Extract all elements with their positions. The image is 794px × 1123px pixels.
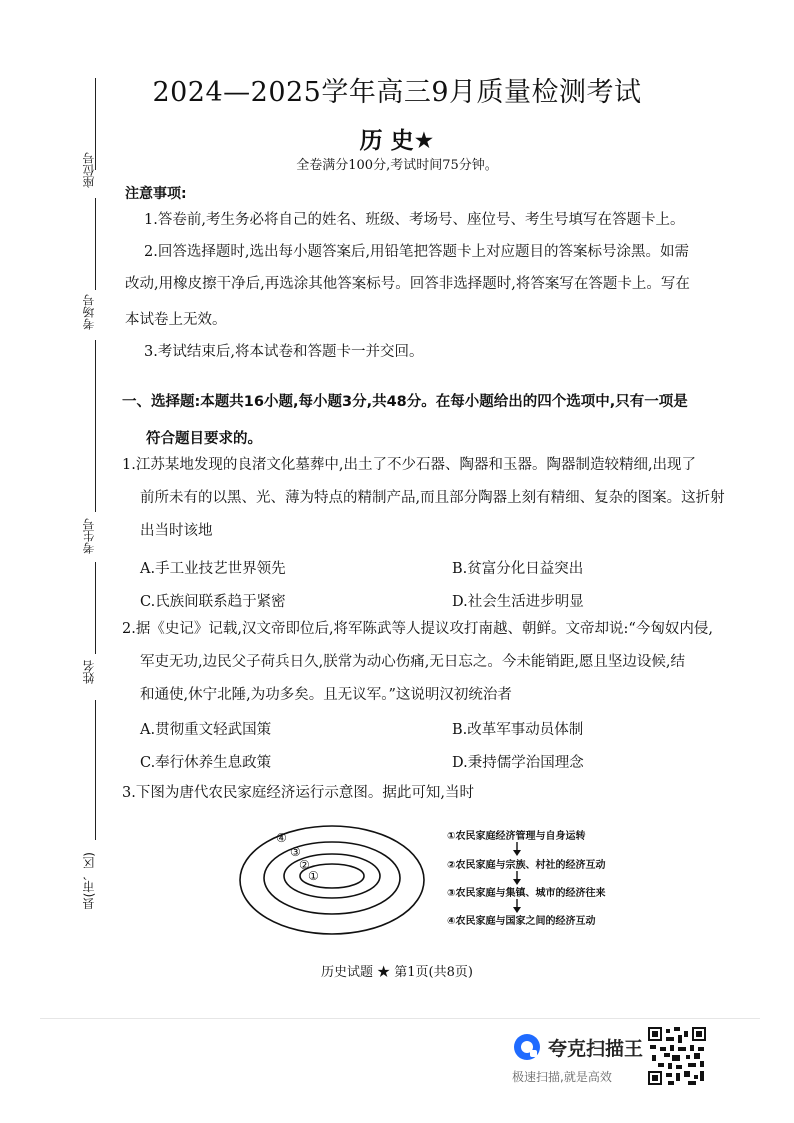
county-label: 县(市、区) [82, 852, 96, 910]
ring-mark-4: ④ [276, 831, 287, 845]
question-1-line: 前所未有的以黑、光、薄为特点的精制产品,而且部分陶器上刻有精细、复杂的图案。这折射 [140, 490, 725, 506]
margin-line [95, 562, 96, 654]
margin-line [95, 198, 96, 290]
margin-line [95, 700, 96, 840]
notice-item: 2.回答选择题时,选出每小题答案后,用铅笔把答题卡上对应题目的答案标号涂黑。如需 [144, 244, 690, 260]
notice-heading: 注意事项: [125, 186, 187, 202]
candidate-number-label: 考生号 [82, 518, 96, 554]
question-2-line: 2.据《史记》记载,汉文帝即位后,将军陈武等人提议攻打南越、朝鲜。文帝却说:“今匈奴内侵, [122, 621, 713, 637]
question-2-line: 和通使,休宁北陲,为功多矣。且无议军。”这说明汉初统治者 [140, 687, 512, 703]
concentric-economy-diagram [238, 822, 428, 940]
diagram-label-2: ②农民家庭与宗族、村社的经济互动 [447, 860, 606, 871]
question-3-text: 3.下图为唐代农民家庭经济运行示意图。据此可知,当时 [122, 785, 474, 801]
q1-option-a: A.手工业技艺世界领先 [140, 561, 286, 577]
brand-name: 夸克扫描王 [548, 1038, 644, 1060]
diagram-label-1: ①农民家庭经济管理与自身运转 [447, 831, 586, 842]
page-footer: 历史试题 ★ 第1页(共8页) [321, 965, 473, 980]
brand-slogan: 极速扫描,就是高效 [512, 1070, 612, 1084]
question-2-line: 军吏无功,边民父子荷兵日久,朕常为动心伤痛,无日忘之。今未能销距,愿且坚边设候,结 [140, 654, 686, 670]
seat-number-label: 座位号 [82, 152, 96, 188]
q1-option-d: D.社会生活进步明显 [452, 594, 584, 610]
ring-mark-2: ② [299, 858, 310, 872]
ring-mark-1: ① [308, 869, 319, 883]
notice-item: 改动,用橡皮擦干净后,再选涂其他答案标号。回答非选择题时,将答案写在答题卡上。写在 [125, 276, 690, 292]
q1-option-c: C.氏族间联系趋于紧密 [140, 594, 286, 610]
diagram-label-3: ③农民家庭与集镇、城市的经济往来 [447, 888, 606, 899]
qr-code-icon [648, 1027, 706, 1085]
section-heading-cont: 符合题目要求的。 [146, 431, 262, 447]
down-arrow-icon [512, 899, 522, 913]
question-1-line: 出当时该地 [140, 523, 213, 539]
brand-logo-icon [512, 1032, 542, 1062]
subject-title: 历 史★ [359, 128, 435, 154]
exam-meta: 全卷满分100分,考试时间75分钟。 [296, 158, 498, 173]
section-heading: 一、选择题:本题共16小题,每小题3分,共48分。在每小题给出的四个选项中,只有一项是 [122, 394, 688, 410]
name-label: 姓名 [82, 660, 96, 684]
notice-item: 3.考试结束后,将本试卷和答题卡一并交回。 [144, 344, 424, 360]
margin-line [95, 340, 96, 512]
q2-option-b: B.改革军事动员体制 [452, 722, 584, 738]
q1-option-b: B.贫富分化日益突出 [452, 561, 584, 577]
q2-option-a: A.贯彻重文轻武国策 [140, 722, 272, 738]
ring-mark-3: ③ [290, 845, 301, 859]
diagram-label-4: ④农民家庭与国家之间的经济互动 [447, 916, 596, 927]
exam-title: 2024—2025学年高三9月质量检测考试 [152, 77, 642, 108]
question-1-line: 1.江苏某地发现的良渚文化墓葬中,出土了不少石器、陶器和玉器。陶器制造较精细,出现了 [122, 457, 697, 473]
exam-room-label: 考场号 [82, 294, 96, 330]
q2-option-d: D.秉持儒学治国理念 [452, 755, 584, 771]
q2-option-c: C.奉行休养生息政策 [140, 755, 272, 771]
notice-item: 1.答卷前,考生务必将自己的姓名、班级、考场号、座位号、考生号填写在答题卡上。 [144, 212, 685, 228]
down-arrow-icon [512, 871, 522, 885]
down-arrow-icon [512, 842, 522, 856]
notice-item: 本试卷上无效。 [125, 312, 227, 328]
divider [40, 1018, 760, 1019]
